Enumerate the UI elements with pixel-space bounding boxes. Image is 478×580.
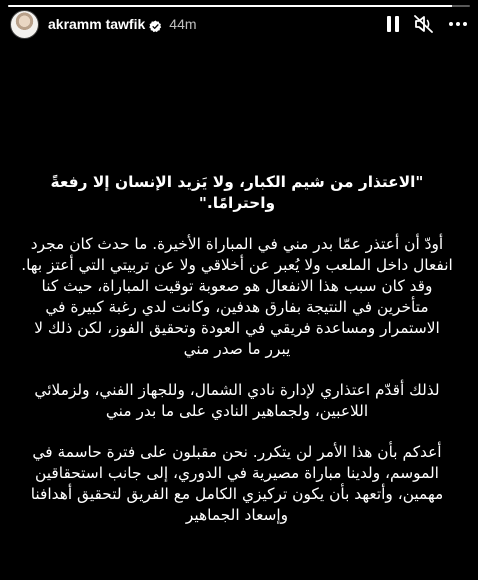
speaker-muted-icon [414,15,434,33]
story-text-content [20,172,454,546]
more-options-button[interactable] [448,21,468,27]
story-paragraph-thanks: لذلك أقدّم اعتذاري لإدارة نادي الشمال، وللجهاز الفني، ولزملائي اللاعبين، ولجماهير النادي على ما بدر مني [34,381,440,420]
story-paragraph-apology: أودّ أن أعتذر عمّا بدر مني في المباراة الأخيرة. ما حدث كان مجرد انفعال داخل الملعب ولا يُعبر عن أخلاقي ولا عن تربيتي التي أعتز بها. وقد كان سبب هذا الانفعال هو صعوبة توقيت المباراة، حيث كنا متأخرين في النتيجة بفارق هدفين، وكانت لدي رغبة كبيرة في الاستمرار ومساعدة فريقي في العودة وتحقيق الفوز، لكن ذلك لا يبرر ما صدر مني [21,235,453,358]
story-progress-bar [8,5,470,7]
pause-button[interactable] [386,15,400,33]
story-controls [386,15,468,33]
avatar[interactable] [10,10,39,39]
story-progress-fill [8,5,452,7]
more-horizontal-icon [448,21,468,27]
username[interactable]: akramm tawfik [48,16,146,32]
pause-icon [386,15,400,33]
story-quote: "الاعتذار من شيم الكبار، ولا يَزيد الإنسان إلا رفعةً واحترامًا." [50,173,424,212]
story-header [10,9,468,39]
verified-badge-icon [149,18,162,31]
mute-button[interactable] [414,15,434,33]
story-paragraph-promise: أعدكم بأن هذا الأمر لن يتكرر. نحن مقبلون على فترة حاسمة في الموسم، ولدينا مباراة مصيرية في الدوري، إلى جانب استحقاقين مهمين، وأتعهد بأن يكون تركيزي الكامل مع الفريق لتحقيق أهدافنا وإسعاد الجماهير [30,443,444,524]
post-timestamp: 44m [169,16,197,32]
